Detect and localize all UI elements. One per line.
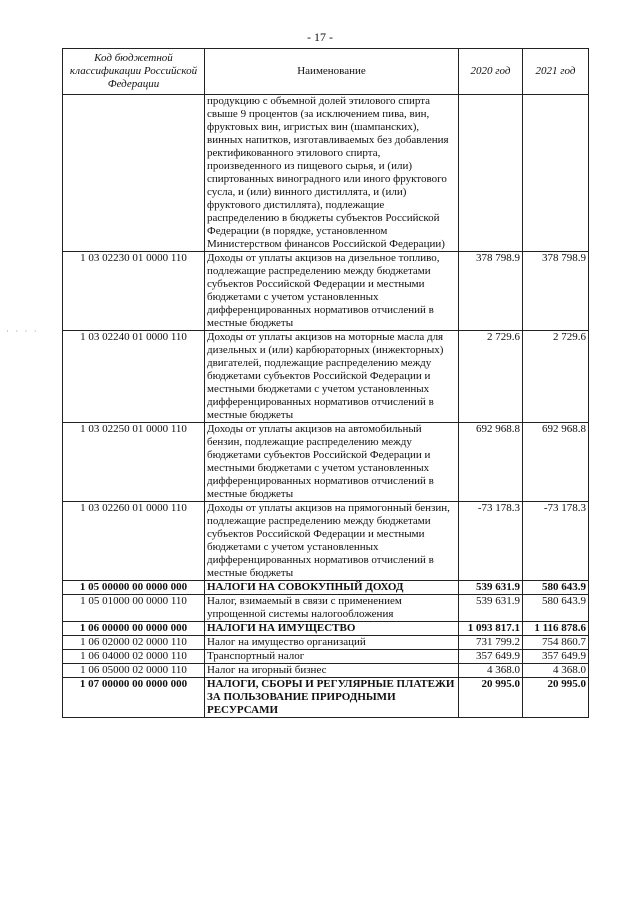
row-value-2020: 357 649.9 xyxy=(459,650,523,664)
table-row xyxy=(63,664,589,678)
row-value-2020: 378 798.9 xyxy=(459,252,523,331)
row-code: 1 03 02260 01 0000 110 xyxy=(63,502,205,581)
row-value-2020: 539 631.9 xyxy=(459,595,523,622)
row-value-2021: 754 860.7 xyxy=(523,636,589,650)
row-value-2020: 692 968.8 xyxy=(459,423,523,502)
table-row xyxy=(63,595,589,622)
row-name: НАЛОГИ НА ИМУЩЕСТВО xyxy=(205,622,459,636)
row-value-2021: 580 643.9 xyxy=(523,581,589,595)
row-name: Транспортный налог xyxy=(205,650,459,664)
row-code: 1 03 02230 01 0000 110 xyxy=(63,252,205,331)
row-value-2021: 1 116 878.6 xyxy=(523,622,589,636)
row-value-2021: 580 643.9 xyxy=(523,595,589,622)
budget-table xyxy=(62,48,589,718)
row-value-2021: -73 178.3 xyxy=(523,502,589,581)
continuation-2020-cell xyxy=(459,95,523,252)
row-code: 1 06 00000 00 0000 000 xyxy=(63,622,205,636)
row-code: 1 06 04000 02 0000 110 xyxy=(63,650,205,664)
continuation-text: продукцию с объемной долей этилового спирта свыше 9 процентов (за исключением пива, вин, фруктовых вин, игристых вин (шампанских), винных напитков, изготавливаемых без добавления ректификованного этилового спирта, произведенного из пищевого сырья, и (или) спиртованных виноградного или иного фруктового сусла, и (или) винного дистиллята, и (или) фруктового дистиллята), подлежащие распределению в бюджеты субъектов Российской Федерации (в порядке, установленном Министерством финансов Российской Федерации) xyxy=(205,95,459,252)
row-code: 1 06 05000 02 0000 110 xyxy=(63,664,205,678)
row-name: Доходы от уплаты акцизов на дизельное топливо, подлежащие распределению между бюджетами субъектов Российской Федерации и местными бюджетами с учетом установленных дифференцированных нормативов отчислений в местные бюджеты xyxy=(205,252,459,331)
scan-artifact: · · · · xyxy=(6,326,39,336)
row-value-2020: 1 093 817.1 xyxy=(459,622,523,636)
row-value-2020: 539 631.9 xyxy=(459,581,523,595)
header-code: Код бюджетной классификации Российской Федерации xyxy=(63,49,205,95)
row-code: 1 06 02000 02 0000 110 xyxy=(63,636,205,650)
row-value-2021: 357 649.9 xyxy=(523,650,589,664)
table-row xyxy=(63,636,589,650)
table-row xyxy=(63,252,589,331)
table-row xyxy=(63,331,589,423)
row-name: Доходы от уплаты акцизов на моторные масла для дизельных и (или) карбюраторных (инжекторных) двигателей, подлежащие распределению между бюджетами субъектов Российской Федерации и местными бюджетами с учетом установленных дифференцированных нормативов отчислений в местные бюджеты xyxy=(205,331,459,423)
continuation-code-cell xyxy=(63,95,205,252)
row-value-2021: 2 729.6 xyxy=(523,331,589,423)
row-value-2020: -73 178.3 xyxy=(459,502,523,581)
row-value-2021: 4 368.0 xyxy=(523,664,589,678)
row-value-2021: 378 798.9 xyxy=(523,252,589,331)
row-name: НАЛОГИ НА СОВОКУПНЫЙ ДОХОД xyxy=(205,581,459,595)
row-value-2021: 692 968.8 xyxy=(523,423,589,502)
page-number: - 17 - xyxy=(307,30,333,44)
row-value-2021: 20 995.0 xyxy=(523,678,589,718)
row-value-2020: 4 368.0 xyxy=(459,664,523,678)
row-name: Доходы от уплаты акцизов на автомобильный бензин, подлежащие распределению между бюджетами субъектов Российской Федерации и местными бюджетами с учетом установленных дифференцированных нормативов отчислений в местные бюджеты xyxy=(205,423,459,502)
table-row xyxy=(63,650,589,664)
row-name: НАЛОГИ, СБОРЫ И РЕГУЛЯРНЫЕ ПЛАТЕЖИ ЗА ПОЛЬЗОВАНИЕ ПРИРОДНЫМИ РЕСУРСАМИ xyxy=(205,678,459,718)
row-name: Налог на игорный бизнес xyxy=(205,664,459,678)
row-value-2020: 20 995.0 xyxy=(459,678,523,718)
row-name: Доходы от уплаты акцизов на прямогонный бензин, подлежащие распределению между бюджетами субъектов Российской Федерации и местными бюджетами с учетом установленных дифференцированных нормативов отчислений в местные бюджеты xyxy=(205,502,459,581)
table-row xyxy=(63,581,589,595)
row-value-2020: 2 729.6 xyxy=(459,331,523,423)
header-2021: 2021 год xyxy=(523,49,589,95)
row-value-2020: 731 799.2 xyxy=(459,636,523,650)
table-row xyxy=(63,502,589,581)
row-name: Налог на имущество организаций xyxy=(205,636,459,650)
row-code: 1 03 02240 01 0000 110 xyxy=(63,331,205,423)
row-code: 1 07 00000 00 0000 000 xyxy=(63,678,205,718)
header-2020: 2020 год xyxy=(459,49,523,95)
row-name: Налог, взимаемый в связи с применением упрощенной системы налогообложения xyxy=(205,595,459,622)
continuation-2021-cell xyxy=(523,95,589,252)
table-row xyxy=(63,622,589,636)
row-code: 1 03 02250 01 0000 110 xyxy=(63,423,205,502)
table-row xyxy=(63,423,589,502)
table-row xyxy=(63,678,589,718)
row-code: 1 05 01000 00 0000 110 xyxy=(63,595,205,622)
continuation-row xyxy=(63,95,589,252)
row-code: 1 05 00000 00 0000 000 xyxy=(63,581,205,595)
header-name: Наименование xyxy=(205,49,459,95)
table-header-row xyxy=(63,49,589,95)
